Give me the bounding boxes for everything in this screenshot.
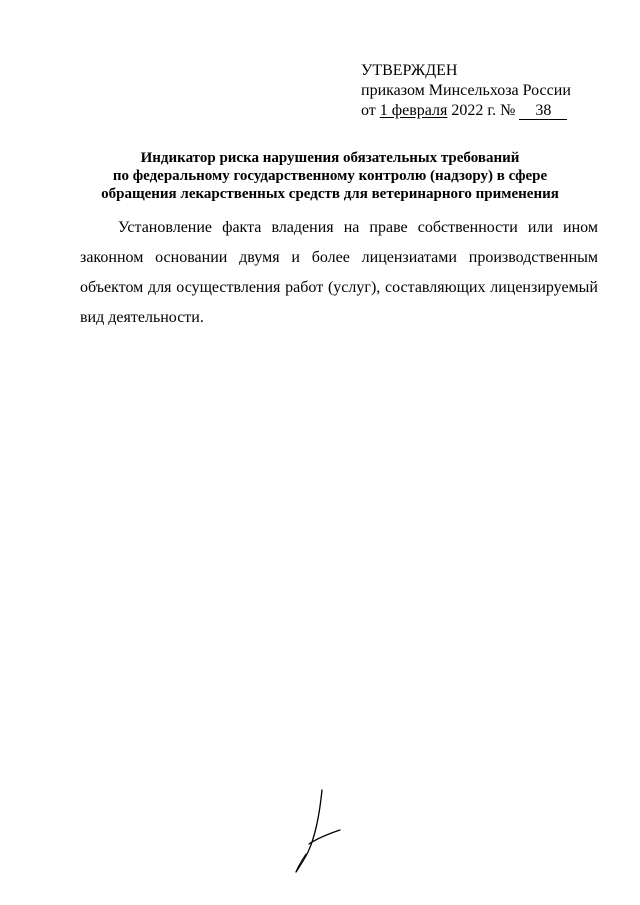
title-line-1: Индикатор риска нарушения обязательных требований — [140, 150, 520, 166]
date-year: 2022 г. — [451, 102, 497, 119]
order-number: 38 — [519, 103, 567, 120]
approval-date-line — [361, 101, 601, 121]
title-line-3: обращения лекарственных средств для ветеринарного применения — [101, 186, 559, 202]
approval-heading: УТВЕРЖДЕН — [361, 62, 458, 79]
signature-icon — [280, 780, 360, 880]
title-line-2: по федеральному государственному контролю (надзору) в сфере — [112, 168, 548, 184]
number-sign: № — [500, 102, 516, 119]
date-day-month: 1 февраля — [379, 102, 448, 119]
date-prefix: от — [361, 102, 376, 119]
approval-issuer: приказом Минсельхоза России — [361, 82, 571, 99]
approval-stamp — [361, 61, 601, 121]
indicator-paragraph: Установление факта владения на праве собственности или ином законном основании двумя и более лицензиатами производственным объектом для осуществления работ (услуг), составляющих лицензируемый вид деятельности. — [80, 219, 598, 326]
document-title — [60, 149, 600, 203]
